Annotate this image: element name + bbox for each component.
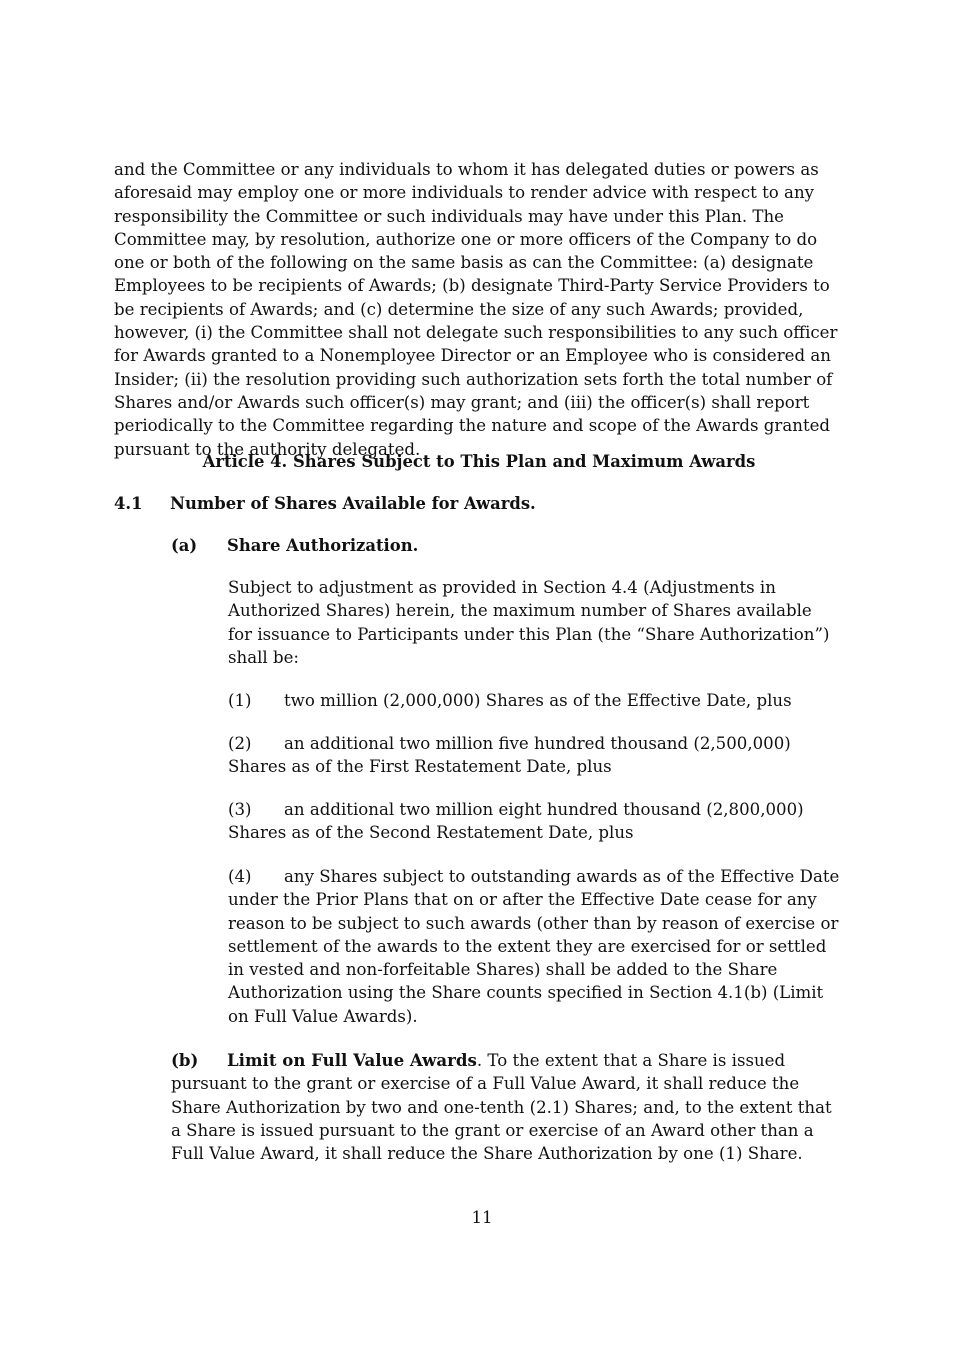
article-heading: Article 4. Shares Subject to This Plan and Maximum Awards bbox=[202, 452, 756, 471]
list-item bbox=[228, 689, 840, 712]
section-title: Number of Shares Available for Awards. bbox=[170, 494, 536, 513]
subsection-a-title: Share Authorization. bbox=[227, 536, 419, 555]
subsection-a-intro: Subject to adjustment as provided in Section 4.4 (Adjustments in Authorized Shares) herein, the maximum number of Shares available for issuance to Participants under this Plan (the “Share Authorization”) shall be: bbox=[228, 578, 830, 667]
list-item-number: (4) bbox=[228, 867, 252, 886]
list-item-text: two million (2,000,000) Shares as of the Effective Date, plus bbox=[284, 691, 792, 710]
subsection-b-title: Limit on Full Value Awards bbox=[227, 1050, 477, 1070]
page-number: 11 bbox=[471, 1208, 493, 1227]
list-item-number: (1) bbox=[228, 691, 252, 710]
list-item-number: (2) bbox=[228, 734, 252, 753]
subsection-b-label: (b) bbox=[171, 1050, 199, 1070]
subsection-a-heading bbox=[171, 534, 841, 557]
intro-paragraph: and the Committee or any individuals to whom it has delegated duties or powers as aforesaid may employ one or more individuals to render advice with respect to any responsibility the Committee or such individuals may have under this Plan. The Committee may, by resolution, authorize one or more officers of the Company to do one or both of the following on the same basis as can the Committee: (a) designate Employees to be recipients of Awards; (b) designate Third-Party Service Providers to be recipients of Awards; and (c) determine the size of any such Awards; provided, however, (i) the Committee shall not delegate such responsibilities to any such officer for Awards granted to a Nonemployee Director or an Employee who is considered an Insider; (ii) the resolution providing such authorization sets forth the total number of Shares and/or Awards such officer(s) may grant; and (iii) the officer(s) shall report periodically to the Committee regarding the nature and scope of the Awards granted pursuant to the authority delegated. bbox=[114, 160, 838, 459]
list-item-number: (3) bbox=[228, 800, 252, 819]
list-item bbox=[228, 865, 840, 1028]
list-item bbox=[228, 798, 840, 845]
subsection-b-text: . To the extent that a Share is issued pursuant to the grant or exercise of a Full Value Award, it shall reduce the Share Authorization by two and one-tenth (2.1) Shares; and, to the extent that a Share is issued pursuant to the grant or exercise of an Award other than a Full Value Award, it shall reduce the Share Authorization by one (1) Share. bbox=[171, 1051, 832, 1164]
list-item-text: an additional two million five hundred thousand (2,500,000) Shares as of the First Restatement Date, plus bbox=[228, 734, 791, 777]
list-item bbox=[228, 732, 840, 779]
list-item-text: an additional two million eight hundred thousand (2,800,000) Shares as of the Second Restatement Date, plus bbox=[228, 800, 804, 843]
section-number: 4.1 bbox=[114, 494, 143, 513]
subsection-b-paragraph bbox=[171, 1049, 841, 1165]
list-item-text: any Shares subject to outstanding awards as of the Effective Date under the Prior Plans that on or after the Effective Date cease for any reason to be subject to such awards (other than by reason of exercise or settlement of the awards to the extent they are exercised for or settled in vested and non-forfeitable Shares) shall be added to the Share Authorization using the Share counts specified in Section 4.1(b) (Limit on Full Value Awards). bbox=[228, 867, 840, 1026]
subsection-a-label: (a) bbox=[171, 536, 198, 555]
section-heading bbox=[114, 492, 844, 515]
